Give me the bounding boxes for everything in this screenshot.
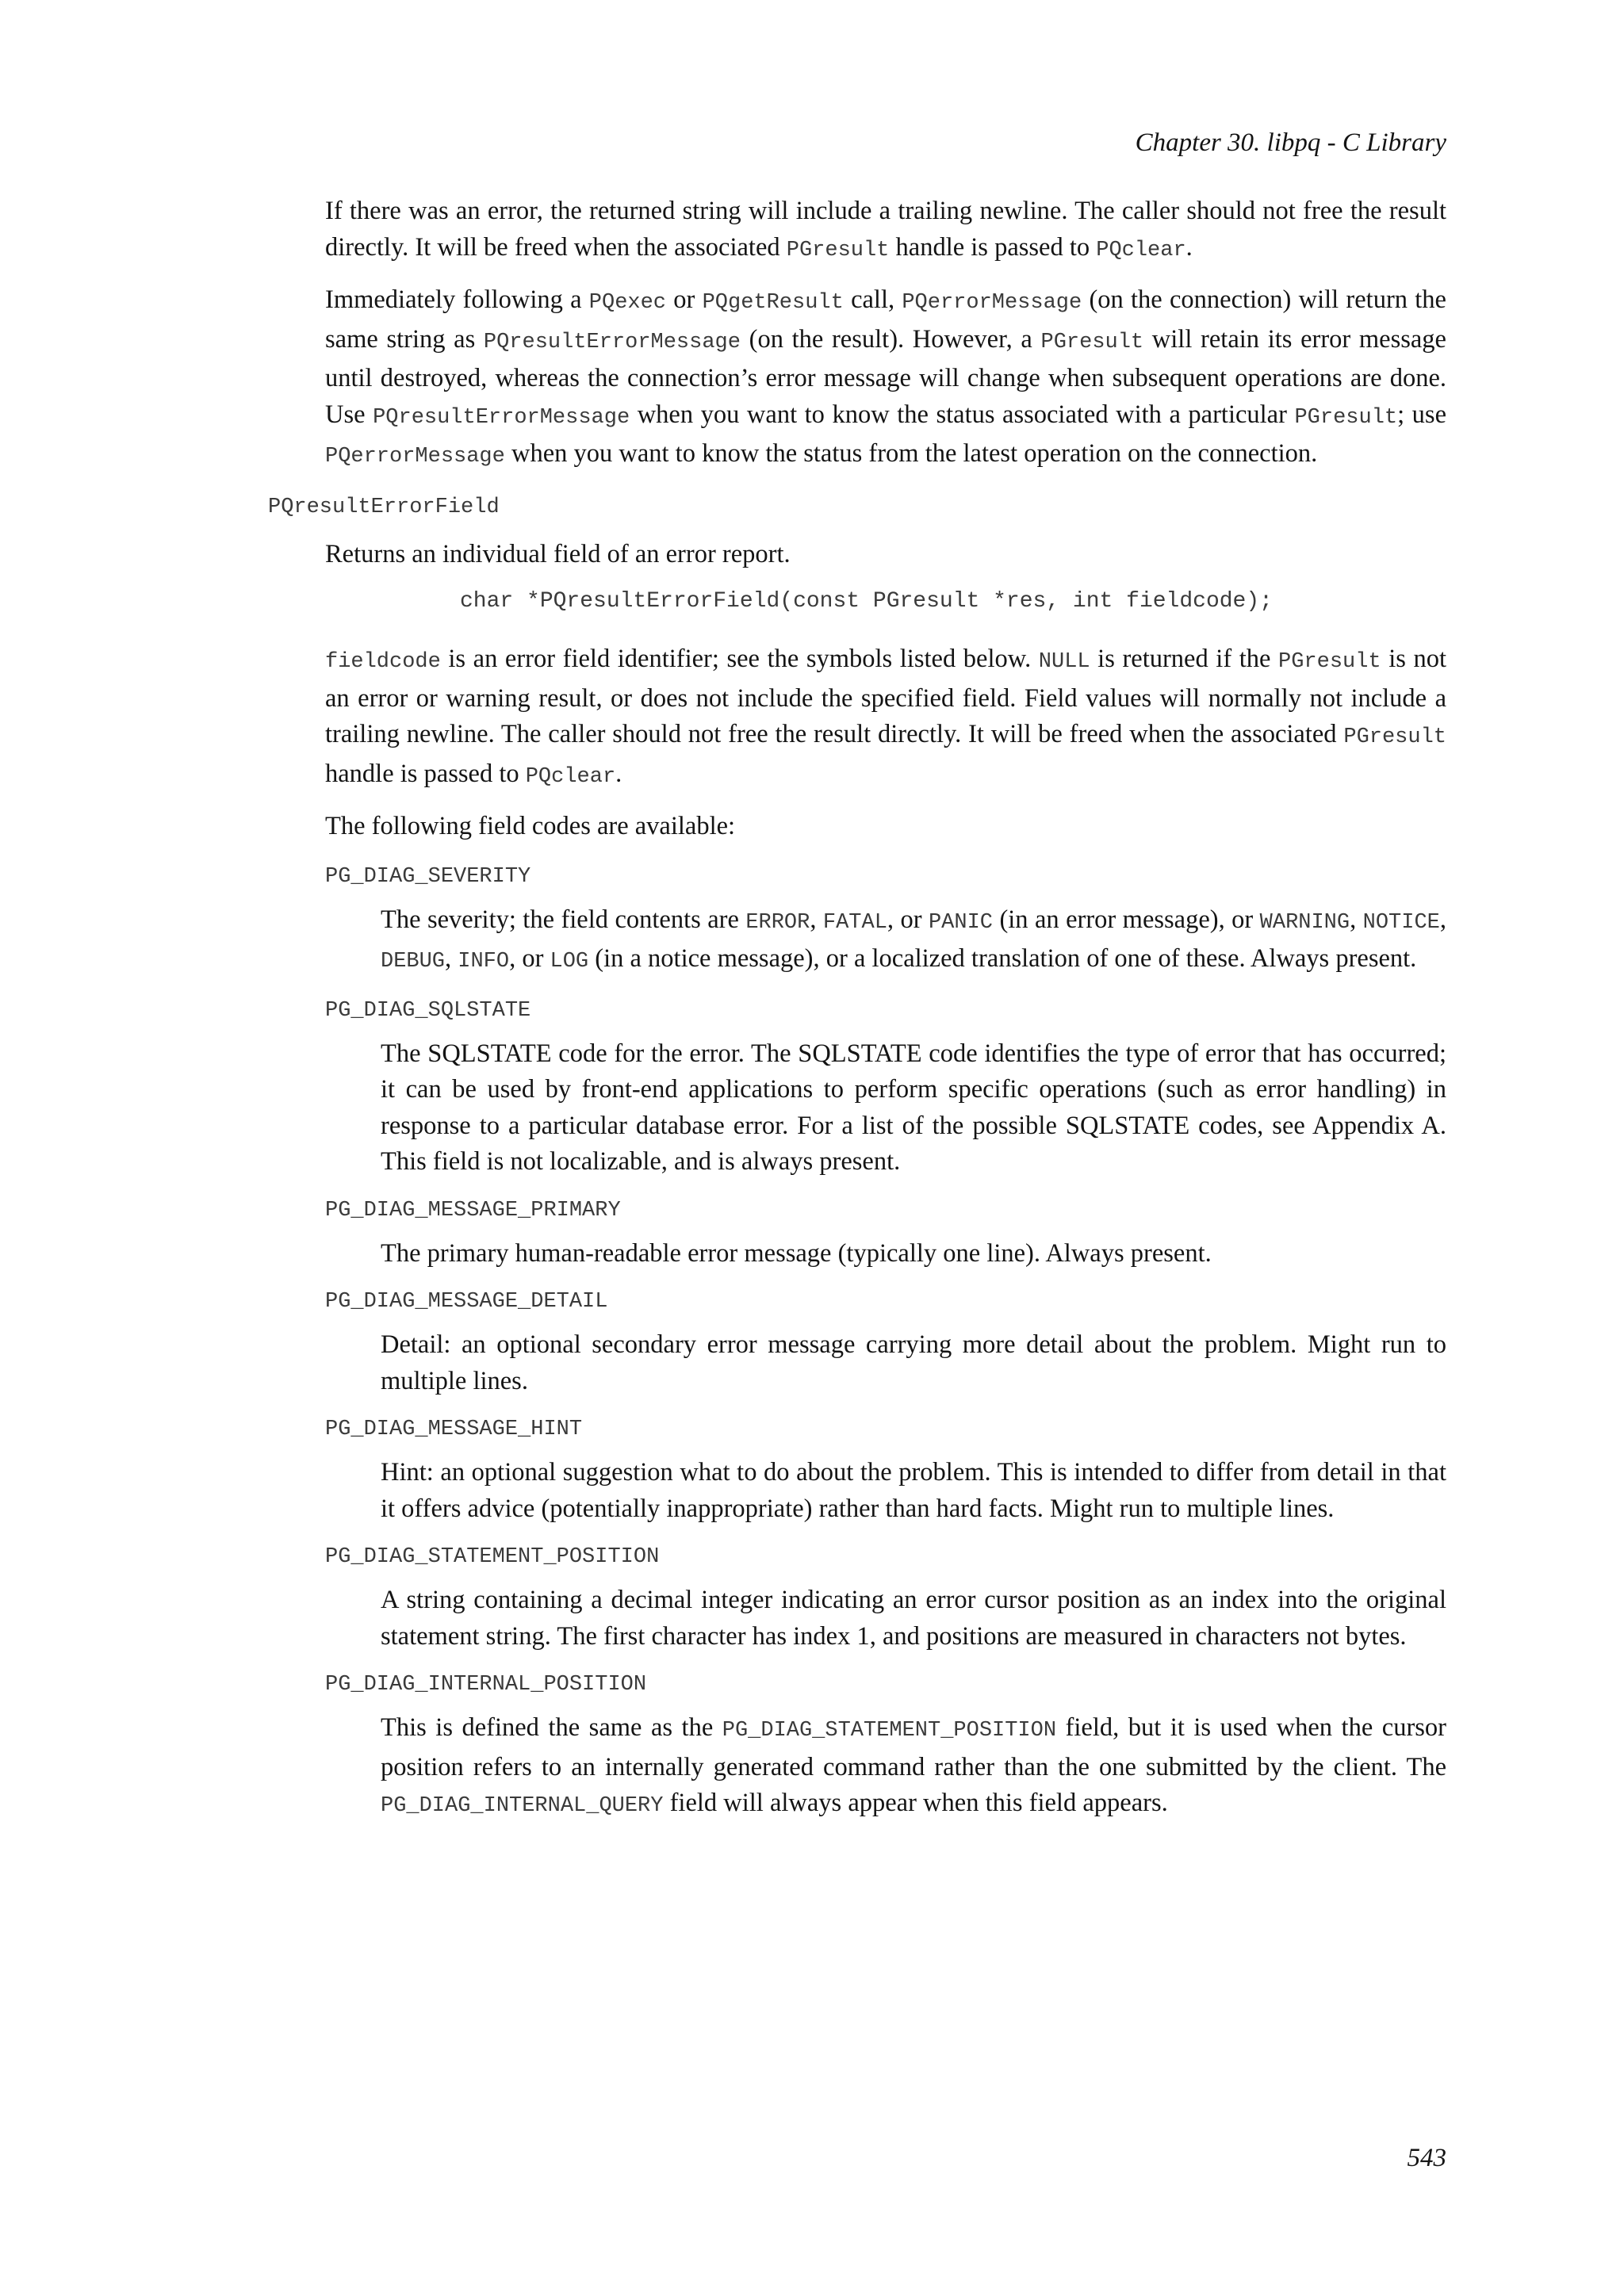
paragraph-error-string: If there was an error, the returned string will include a trailing newline. The caller should not free the result directly. It will be freed when the associated PGresult handle is passed to PQclear.: [325, 197, 1446, 262]
field-name-severity: PG_DIAG_SEVERITY: [325, 864, 531, 889]
field-desc-internal-position: This is defined the same as the PG_DIAG_STATEMENT_POSITION field, but it is used when the cursor position refers to an internally generated command rather than the one submitted by the client. The PG_DIAG_INTERNAL_QUERY field will always appear when this field appears.: [381, 1713, 1446, 1818]
function-synopsis: char *PQresultErrorField(const PGresult *res, int fieldcode);: [460, 589, 1273, 614]
field-desc-message-primary: The primary human-readable error message (typically one line). Always present.: [381, 1238, 1212, 1268]
field-name-statement-position: PG_DIAG_STATEMENT_POSITION: [325, 1545, 660, 1569]
field-desc-statement-position: A string containing a decimal integer indicating an error cursor position as an index into the original statement string. The first character has index 1, and positions are measured in characters not bytes.: [381, 1586, 1446, 1651]
field-name-sqlstate: PG_DIAG_SQLSTATE: [325, 998, 531, 1023]
field-codes-intro: The following field codes are available:: [325, 812, 736, 840]
field-code-list: [325, 861, 1446, 1825]
page-header: Chapter 30. libpq - C Library: [1135, 128, 1446, 157]
field-desc-sqlstate: The SQLSTATE code for the error. The SQLSTATE code identifies the type of error that has occurred; it can be used by front-end applications to perform specific operations (such as error handling) in response to a particular database error. For a list of the possible SQLSTATE codes, see Appendix A. This field is not localizable, and is always present.: [381, 1039, 1446, 1176]
page-body: [268, 193, 1447, 1839]
field-name-message-detail: PG_DIAG_MESSAGE_DETAIL: [325, 1290, 608, 1314]
paragraph-error-message-comparison: Immediately following a PQexec or PQgetResult call, PQerrorMessage (on the connection) will return the same string as PQresultErrorMessage (on the result). However, a PGresult will retain its error message until destroyed, whereas the connection’s error message will change when subsequent operations are done. Use PQresultErrorMessage when you want to know the status associated with a particular PGresult; use PQerrorMessage when you want to know the status from the latest operation on the connection.: [325, 285, 1447, 469]
field-name-message-primary: PG_DIAG_MESSAGE_PRIMARY: [325, 1198, 621, 1223]
function-summary: Returns an individual field of an error report.: [325, 539, 791, 568]
function-term: PQresultErrorField: [268, 495, 500, 519]
field-name-internal-position: PG_DIAG_INTERNAL_POSITION: [325, 1673, 647, 1697]
paragraph-fieldcode: fieldcode is an error field identifier; see the symbols listed below. NULL is returned if the PGresult is not an error or warning result, or does not include the specified field. Field values will normally not include a trailing newline. The caller should not free the result directly. It will be freed when the associated PGresult handle is passed to PQclear.: [325, 645, 1447, 789]
field-desc-severity: The severity; the field contents are ERROR, FATAL, or PANIC (in an error message), or WARNING, NOTICE, DEBUG, INFO, or LOG (in a notice message), or a localized translation of one of these. Always present.: [381, 905, 1446, 974]
field-name-message-hint: PG_DIAG_MESSAGE_HINT: [325, 1418, 583, 1441]
field-desc-message-hint: Hint: an optional suggestion what to do about the problem. This is intended to differ from detail in that it offers advice (potentially inappropriate) rather than hard facts. Might run to multiple lines.: [381, 1458, 1446, 1523]
page-number: 543: [1407, 2144, 1446, 2172]
field-desc-message-detail: Detail: an optional secondary error message carrying more detail about the problem. Might run to multiple lines.: [381, 1330, 1446, 1395]
